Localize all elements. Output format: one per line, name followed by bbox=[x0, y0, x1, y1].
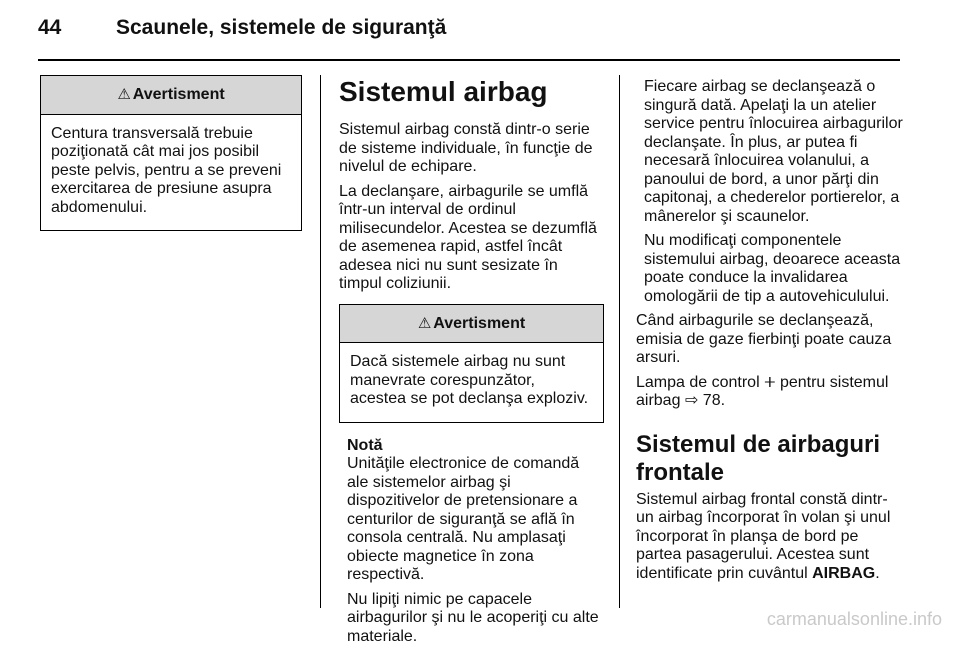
page-reference-arrow-icon: ⇨ bbox=[684, 392, 699, 409]
warning-text: Dacă sistemele airbag nu sunt manevrate corespunzător, acestea se pot declanşa exploziv. bbox=[350, 353, 589, 407]
paragraph: Fiecare airbag se declanşează o singură dată. Apelaţi la un atelier service pentru înlocuirea airbagurilor declanşate. În plus, ar putea fi necesară înlocuirea volanului, a panoului de bord, a unor părţi din capitonaj, a chederelor portierelor, a mânerelor şi scaunelor. bbox=[644, 78, 903, 225]
airbag-keyword: AIRBAG bbox=[812, 564, 876, 582]
page-number: 44 bbox=[38, 16, 62, 39]
column-3 bbox=[636, 78, 904, 589]
paragraph: Sistemul airbag constă dintr-o serie de sisteme individuale, în funcţie de nivelul de echipare. bbox=[339, 121, 593, 175]
column-divider-1 bbox=[320, 75, 321, 608]
paragraph: Sistemul airbag frontal constă dintr-un airbag încorporat în volan şi unul încorporat în planşa de bord pe partea pasagerului. Acestea sunt identificate prin cuvântul AIRBAG. bbox=[636, 490, 891, 582]
note-label: Notă bbox=[347, 436, 383, 454]
warning-triangle-icon: ⚠ bbox=[417, 314, 432, 332]
warning-box-seatbelt bbox=[40, 75, 302, 231]
section-title-airbag: Sistemul airbag bbox=[339, 76, 548, 107]
paragraph: Nu modificaţi componentele sistemului airbag, deoarece aceasta poate conduce la invalidarea omologării de tip a autovehiculului. bbox=[644, 232, 901, 305]
header-rule bbox=[38, 59, 900, 61]
paragraph: Când airbagurile se declanşează, emisia de gaze fierbinţi poate cauza arsuri. bbox=[636, 312, 892, 366]
column-2 bbox=[339, 76, 604, 652]
chapter-title: Scaunele, sistemele de siguranţă bbox=[116, 16, 447, 39]
warning-box-airbag bbox=[339, 304, 604, 423]
note-paragraph: Nu lipiţi nimic pe capacele airbagurilor şi nu le acoperiţi cu alte materiale. bbox=[347, 590, 599, 645]
warning-heading: ⚠ Avertisment bbox=[340, 305, 603, 344]
note-block bbox=[339, 437, 604, 647]
watermark: carmanualsonline.info bbox=[766, 609, 942, 629]
warning-heading: ⚠ Avertisment bbox=[41, 76, 301, 115]
page-reference[interactable]: 78. bbox=[702, 392, 726, 409]
lamp-paragraph: Lampa de control 🞤 pentru sistemul airbag ⇨ 78. bbox=[636, 373, 889, 409]
warning-text: Centura transversală trebuie poziţionată cât mai jos posibil peste pelvis, pentru a se preveni exercitarea de presiune asupra abdomenului. bbox=[51, 124, 282, 216]
column-divider-2 bbox=[619, 75, 620, 608]
section-title-frontal: Sistemul de airbaguri frontale bbox=[636, 430, 881, 486]
airbag-warning-lamp-icon: 🞤 bbox=[764, 373, 776, 391]
continued-note bbox=[636, 78, 904, 306]
column-1 bbox=[40, 75, 302, 231]
note-paragraph: Unităţile electronice de comandă ale sistemelor airbag şi dispozitivelor de pretensionare a centurilor de siguranţă se află în consola centrală. Nu amplasaţi obiecte magnetice în zona respectivă. bbox=[347, 455, 580, 583]
paragraph: La declanşare, airbagurile se umflă într-un interval de ordinul milisecundelor. Acestea se dezumflă de asemenea rapid, astfel încât adesea nici nu sunt sesizate în timpul coliziunii. bbox=[339, 182, 597, 292]
warning-triangle-icon: ⚠ bbox=[117, 86, 131, 103]
